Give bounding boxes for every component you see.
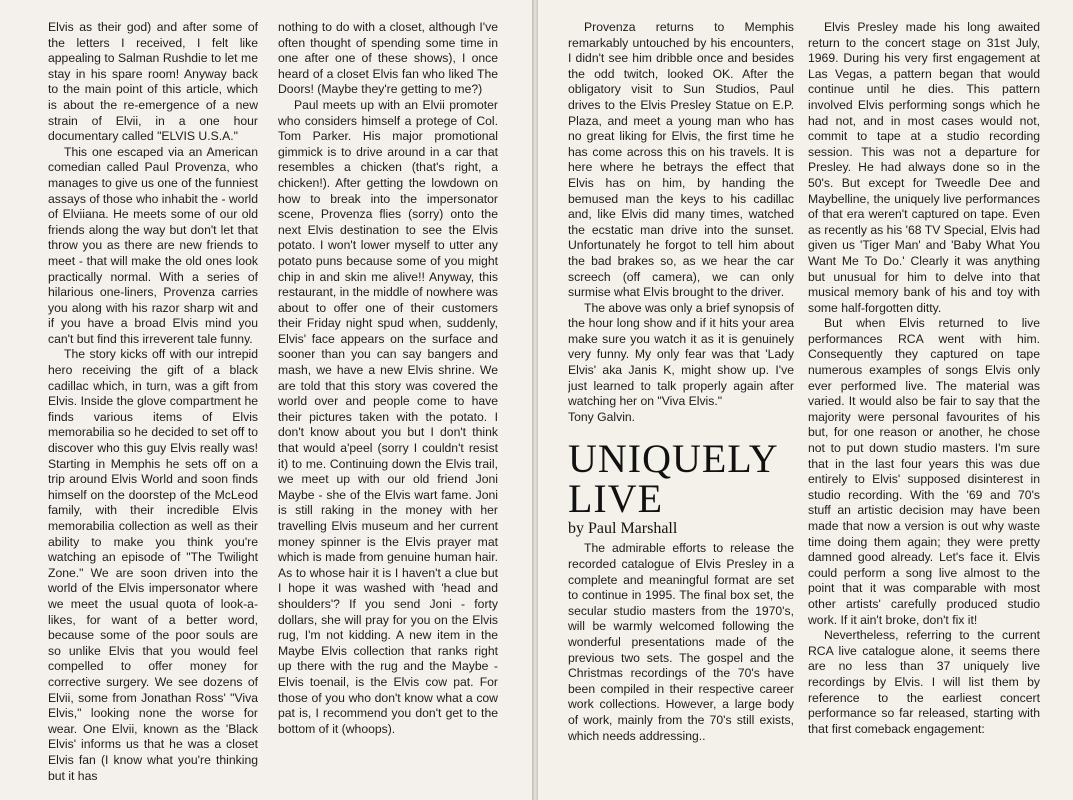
paragraph: But when Elvis returned to live performances RCA went with him. Consequently they captured on tape numerous examples of songs Elvis only ever performed live. The material was varied. It would also be fair to say that the majority were personal favourites of his but, for one reason or another, he chose not to put down studio masters. I'm sure that in the last four years this was due entirely to Elvis' supposed disinterest in studio recording. With the '69 and 70's stuff an artistic decision may have been made that now a version is out why waste time doing them again; they were pretty damned good already. Let's face it. Elvis could perform a song live almost to the point that it was comparable with most other artists' carefully produced studio work. If it ain't broke, don't fix it! [808, 316, 1040, 627]
left-column-1 [48, 20, 258, 784]
paragraph: Elvis Presley made his long awaited return to the concert stage on 31st July, 1969. During his very first engagement at Las Vegas, a pattern began that would continue until he dies. This pattern involved Elvis performing songs which he had not, and in most cases would not, commit to tape at a studio recording session. This was not a departure for Presley. He had always done so in the 50's. But except for Tweedle Dee and Maybelline, the uniquely live performances of that era weren't captured on tape. Even as recently as his '68 TV Special, Elvis had given us 'Tiger Man' and 'Baby What You Want Me To Do.' Clearly it was anything but unusual for him to delve into that musical memory bank of his and toy with some half-forgotten ditty. [808, 20, 1040, 315]
headline-line-1: UNIQUELY [568, 436, 779, 482]
headline-line-2: LIVE [568, 476, 664, 522]
left-page [0, 0, 532, 800]
article-headline [568, 436, 794, 522]
right-column-1 [568, 20, 794, 744]
paragraph: This one escaped via an American comedian called Paul Provenza, who manages to give us one of the funniest assays of those who inhabit the - world of Elviiana. He meets some of our old friends along the way but don't let that throw you as there are new friends to meet - that will make the old ones look practically normal. With a series of hilarious one-liners, Provenza carries you along with his razor sharp wit and if you have a broad Elvis mind you can't but find this irreverent tale funny. [48, 144, 258, 346]
paragraph: Provenza returns to Memphis remarkably untouched by his encounters, I didn't see him dribble once and besides the odd twitch, looked OK. After the obligatory visit to Sun Studios, Paul drives to the Elvis Presley Statue on E.P. Plaza, and meet a young man who has no great liking for Elvis, the first time he has come across this on his travels. It is here where he betrays the effect that Elvis has on him, by handing the bemused man the keys to his cadillac and, like Elvis did many times, watched the ecstatic man drive into the sunset. Unfortunately he forgot to tell him about the bad brakes so, as we hear the car screech (off camera), we can only surmise what Elvis brought to the driver. [568, 20, 794, 300]
paragraph: The above was only a brief synopsis of the hour long show and if it hits your area make sure you watch it as it is genuinely very funny. My only fear was that 'Lady Elvis' aka Janis K, might show up. I've just learned to talk properly again after watching her on "Viva Elvis." [568, 300, 794, 409]
byline: by Paul Marshall [568, 520, 678, 538]
paragraph: The admirable efforts to release the recorded catalogue of Elvis Presley in a complete and meaningful format are set to continue in 1995. The final box set, the secular studio masters from the 1970's, will be warmly welcomed following the wonderful presentations made of the previous two sets. The gospel and the Christmas recordings of the 70's have been compiled in their respective career work collections. However, a large body of work, mainly from the 70's still exists, which needs addressing.. [568, 541, 794, 743]
right-page [538, 0, 1073, 800]
paragraph: The story kicks off with our intrepid hero receiving the gift of a black cadillac which, in turn, was a gift from Elvis. Inside the glove compartment he finds various items of Elvis memorabilia so he decided to set off to discover who this guy Elvis really was! Starting in Memphis he sets off on a trip around Elvis World and soon finds himself on the doorstep of the McLeod family, with their incredible Elvis memorabilia collection as well as their ability to make you think you're watching an episode of "The Twilight Zone." We are soon driven into the world of the Elvis impersonator where we meet the usual quota of look-a-likes, for want of a better word, because some of the poor souls are so unlike Elvis that you would feel compelled to offer money for corrective surgery. We see dozens of Elvii, some from Jonathan Ross' "Viva Elvis," looking none the worse for wear. One Elvii, known as the 'Black Elvis' informs us that he was a closet Elvis fan (I know what you're thinking but it has [48, 347, 258, 783]
paragraph: Paul meets up with an Elvii promoter who considers himself a protege of Col. Tom Parker. His major promotional gimmick is to drive around in a car that resembles a chicken (that's right, a chicken!). After getting the lowdown on how to break into the impersonator scene, Provenza flies (sorry) onto the next Elvis destination to see the Elvis potato. I won't lower myself to utter any potato puns because some of you might chip in and skin me alive!! Anyway, this restaurant, in the middle of nowhere was about to offer one of their customers their Friday night spud when, suddenly, Elvis' face appears on the surface and sooner than you can say bangers and mash, we have a new Elvis shrine. We are told that this story was covered the world over and people come to have their pictures taken with the potato. I don't know about you but I don't think that would a'peel (sorry I couldn't resist it) to me. Continuing down the Elvis trail, we meet up with our old friend Joni Maybe - she of the Elvis wart fame. Joni is still raking in the money with her travelling Elvis museum and her current money spinner is the Elvis prayer mat which is made from genuine human hair. As to whose hair it is I haven't a clue but I hope it was washed with 'head and shoulders'? If you send Joni - forty dollars, she will pray for you on the Elvis rug, I'm not kidding. A new item in the Maybe Elvis collection that ranks right up there with the rug and the Maybe - Elvis toenail, is the Elvis cow pat. For those of you who don't know what a cow pat is, I recommend you don't get to the bottom of it (whoops). [278, 97, 498, 736]
author-signature: Tony Galvin. [568, 409, 636, 424]
paragraph: nothing to do with a closet, although I've often thought of spending some time in one after one of these shows), I once heard of a closet Elvis fan who liked The Doors! (Maybe they're getting to me?) [278, 20, 498, 97]
paragraph: Nevertheless, referring to the current RCA live catalogue alone, it seems there are no less than 37 uniquely live recordings by Elvis. I will list them by reference to the earliest concert performance so far released, starting with that first comeback engagement: [808, 628, 1040, 736]
right-column-2 [808, 20, 1040, 737]
left-column-2 [278, 20, 498, 737]
paragraph: Elvis as their god) and after some of the letters I received, I felt like appealing to Salman Rushdie to let me stay in his spare room! Anyway back to the main point of this article, which is about the re-emergence of a new strain of Elvii, in a one hour documentary called "ELVIS U.S.A." [48, 20, 258, 144]
